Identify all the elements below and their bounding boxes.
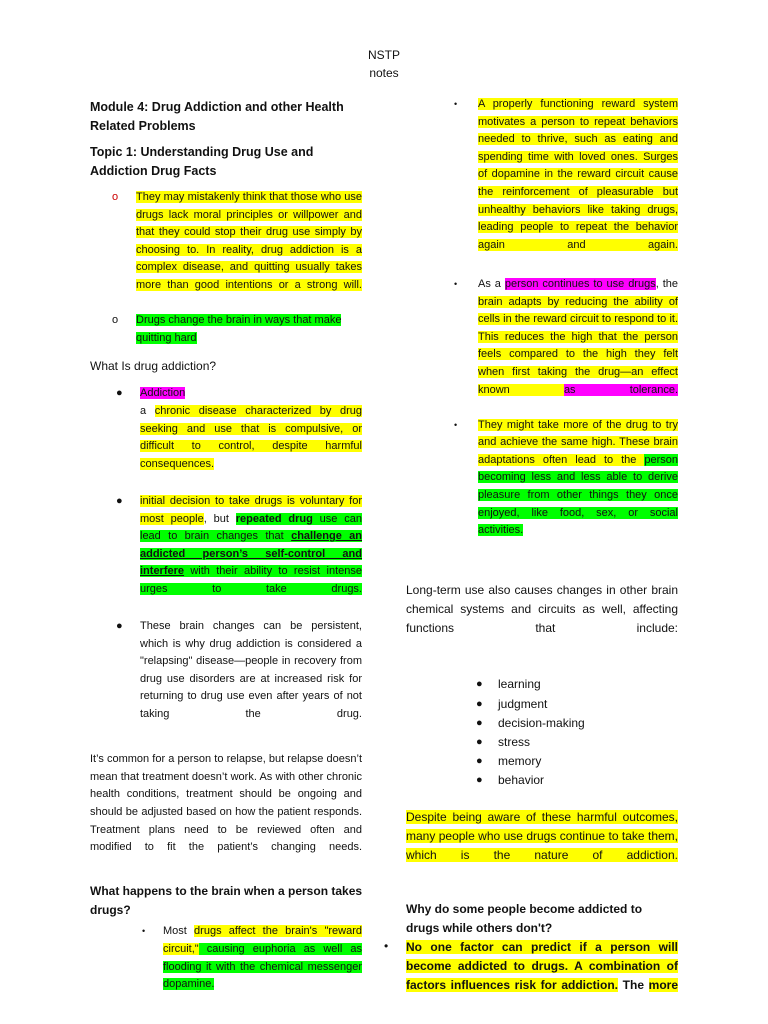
despite-paragraph (406, 808, 678, 884)
voluntary-item (90, 493, 370, 616)
addiction-definition: chronic disease characterized by drug seeking and use that is compulsive, or difficult to control, despite harmful consequences. (140, 404, 363, 470)
right-column (384, 96, 678, 1014)
voluntary-text: initial decision to take drugs is voluntary for most people (140, 494, 362, 525)
function-item: ● memory (406, 752, 678, 771)
fact-item-2 (90, 312, 370, 347)
document-header (0, 46, 768, 82)
bullet-icon: ● (476, 774, 483, 787)
more-drug-text: They might take more of the drug to try and achieve the same high. These brain adaptations often lead to the (478, 418, 678, 466)
bullet-icon: ● (116, 494, 123, 507)
bullet-icon: • (142, 926, 146, 937)
longterm-paragraph: Long-term use also causes changes in other brain chemical systems and circuits as well, affecting functions that include: (406, 583, 678, 636)
function-item: ● stress (406, 733, 678, 752)
bullet-icon: ● (476, 736, 483, 749)
circle-bullet-icon: o (112, 191, 119, 203)
bullet-icon: ● (476, 697, 483, 710)
function-item: ● learning (406, 675, 678, 694)
module-title: Module 4: Drug Addiction and other Health Related Problems (90, 100, 344, 133)
bullet-icon: • (454, 419, 458, 430)
why-more: more (648, 977, 678, 992)
reward-item (90, 923, 370, 1011)
function-item: ● judgment (406, 695, 678, 714)
fact-text-1: They may mistakenly think that those who use drugs lack moral principles or willpower and that they could stop their drug use simply by choosing to. In reality, drug addiction is a complex disease, and quitting usually takes more than good intentions or a strong will. (136, 191, 362, 291)
reward-most: Most (163, 925, 195, 938)
why-the: The (618, 977, 649, 992)
tolerance-item (406, 276, 678, 417)
brain-adapts-text: brain adapts by reducing the ability of cells in the reward circuit to respond to it. This reduces the high that the person feels compared to the high they felt when first taking the drug—an effect known (478, 295, 678, 396)
persistent-item (90, 618, 370, 741)
continues-drugs-text: person continues to use drugs (504, 277, 656, 290)
why-text: No one factor can predict if a person will become addicted to drugs. A combination of factors influences risk for addiction. (406, 939, 678, 992)
bullet-icon: • (384, 938, 389, 953)
fact-item-1 (90, 189, 370, 312)
reward-circuit-text: drugs affect the brain's "reward circuit," (163, 925, 362, 955)
relapse-paragraph: It’s common for a person to relapse, but relapse doesn’t mean that treatment doesn’t work. As with other chronic health conditions, treatment should be ongoing and should be adjusted based on how the patient responds. Treatment plans need to be reviewed often and modified to fit the patient’s changing needs. (90, 753, 362, 854)
bullet-icon: ● (116, 620, 123, 633)
why-item (384, 938, 678, 1014)
bullet-icon: • (454, 278, 458, 289)
function-item: ● behavior (406, 771, 678, 790)
more-drug-item (406, 417, 678, 558)
despite-text: Despite being aware of these harmful outcomes, many people who use drugs continue to take them, which is the nature of addiction. (406, 809, 678, 862)
reward-system-item (406, 96, 678, 272)
why-heading: Why do some people become addicted to drugs while others don't? (406, 901, 643, 935)
functions-list (406, 675, 678, 790)
bullet-icon: ● (476, 755, 483, 768)
tolerance-a: As a (478, 277, 505, 290)
circle-bullet-icon: o (112, 314, 119, 327)
what-is-heading: What Is drug addiction? (90, 359, 217, 374)
left-column (90, 98, 370, 1011)
bullet-icon: ● (476, 678, 483, 691)
bullet-icon: ● (116, 387, 123, 400)
addiction-term: Addiction (140, 387, 186, 400)
reward-euphoria-text: causing euphoria as well as flooding it with the chemical messenger dopamine. (163, 942, 362, 991)
header-nstp: NSTP (367, 48, 400, 62)
brain-heading: What happens to the brain when a person takes drugs? (90, 884, 363, 918)
bullet-icon: • (454, 99, 458, 109)
tolerance-c: , the (655, 277, 678, 290)
addiction-def-a: a (140, 404, 147, 417)
header-notes: notes (369, 66, 399, 80)
voluntary-comma: , but (203, 512, 236, 525)
persistent-text: These brain changes can be persistent, which is why drug addiction is considered a "relapsing" disease—people in recovery from drug use disorders are at increased risk for returning to drug use even after years of not taking the drug. (140, 620, 362, 721)
reward-system-text: A properly functioning reward system motivates a person to repeat behaviors needed to thrive, such as eating and spending time with loved ones. Surges of dopamine in the reward circuit cause the reinforcement of pleasurable but unhealthy behaviors like taking drugs, leading people to repeat the behavior again and again. (478, 98, 678, 251)
topic-title: Topic 1: Understanding Drug Use and Addiction Drug Facts (90, 145, 314, 178)
voluntary-rest: repeated drug use can lead to brain changes that challenge an addicted person’s self-control and interfere with their ability to resist intense urges to take drugs. (140, 512, 362, 595)
less-pleasure-text: person becoming less and less able to derive pleasure from other things they once enjoyed, like food, sex, or social activities. (478, 453, 678, 537)
fact-text-2: Drugs change the brain in ways that make quitting hard (136, 314, 342, 344)
addiction-item (90, 385, 370, 491)
as-tolerance-text: as tolerance. (563, 383, 678, 396)
function-item: ● decision-making (406, 714, 678, 733)
bullet-icon: ● (476, 716, 483, 729)
